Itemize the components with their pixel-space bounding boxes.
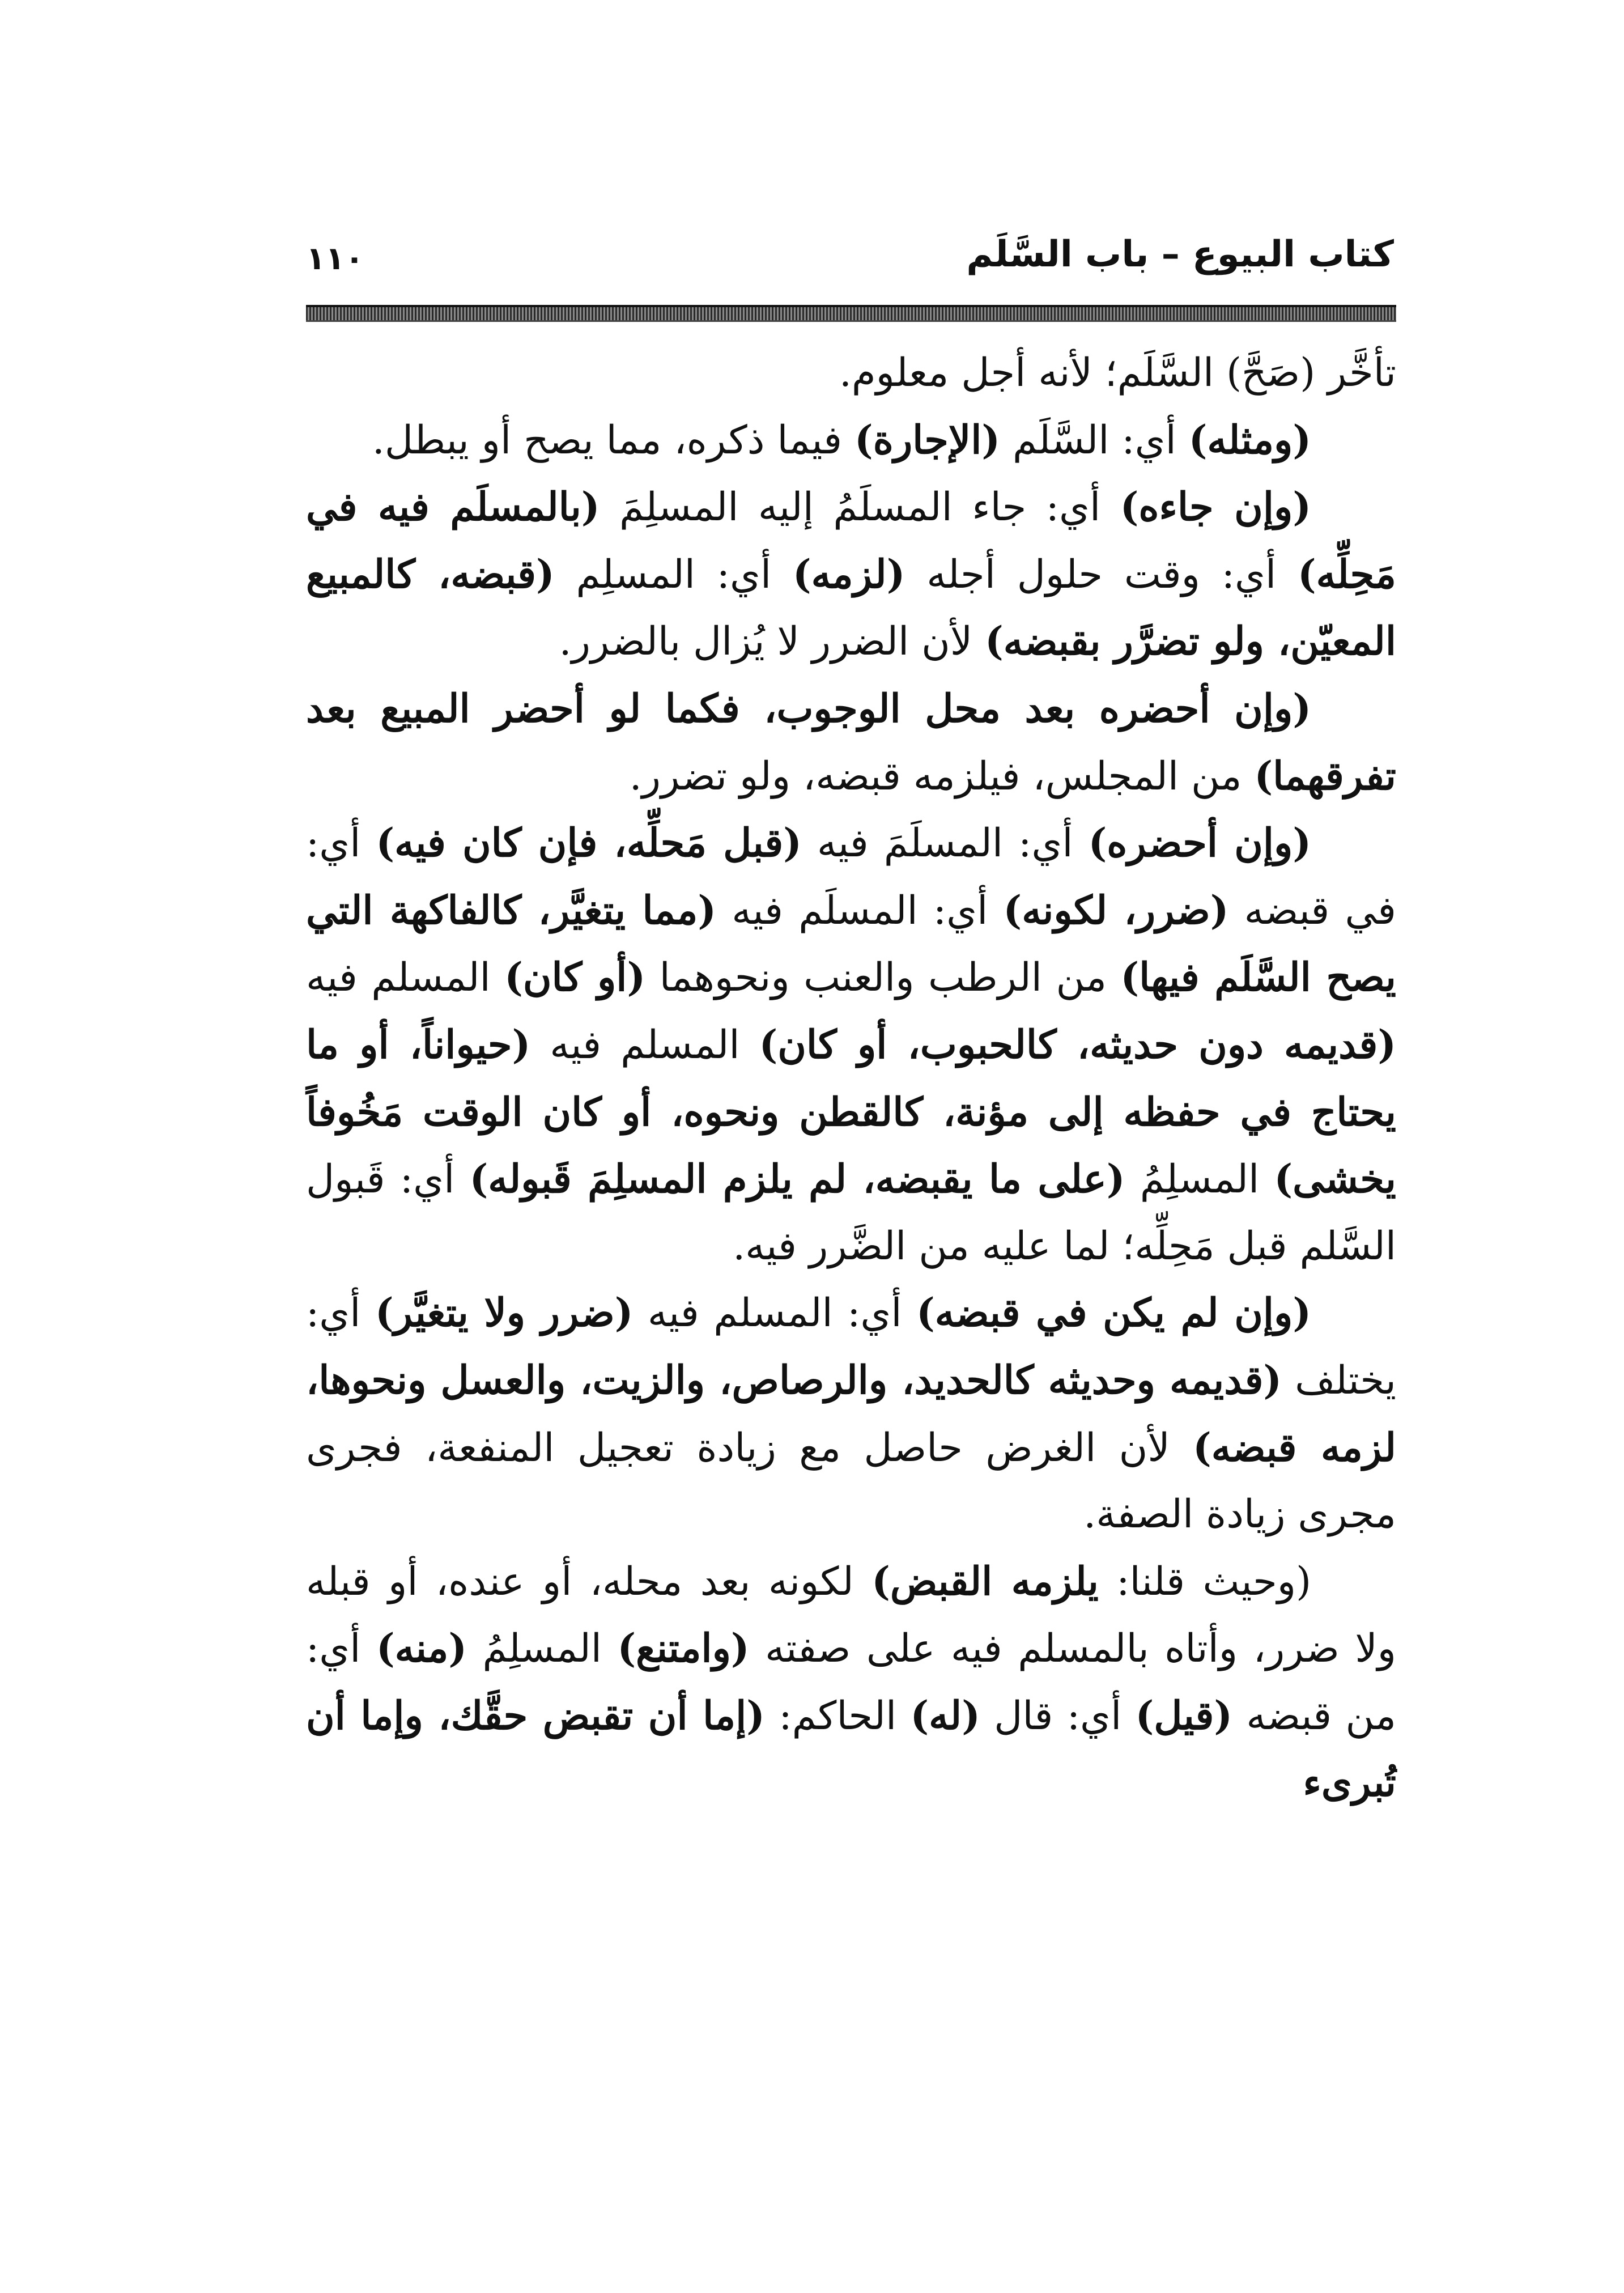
- commentary-text: أي: وقت حلول أجله: [905, 551, 1298, 597]
- matn-text: (وإن جاءه): [1120, 484, 1311, 530]
- matn-text: (بالمسلَم فيه في مَحِلِّه): [306, 484, 1396, 597]
- matn-text: (إما أن تقبض حقَّك، وإما أن تُبرىء: [306, 1692, 1396, 1806]
- commentary-text: أي: المسلَم فيه: [716, 888, 1004, 933]
- commentary-text: الحاكم:: [764, 1693, 911, 1739]
- commentary-text: أي: يختلف: [306, 1290, 1396, 1403]
- matn-text: يلزمه القبض): [871, 1558, 1099, 1604]
- commentary-text: المسلم فيه: [306, 955, 505, 1001]
- paragraph: [306, 1548, 1396, 1817]
- commentary-text: أي: المسلِم: [554, 551, 793, 597]
- paragraph: [306, 810, 1396, 1280]
- matn-text: (له): [910, 1692, 980, 1739]
- matn-text: (قديمه وحديثه كالحديد، والرصاص، والزيت، والعسل ونحوها، لزمه قبضه): [306, 1357, 1396, 1471]
- commentary-text: أي: المسلَمَ فيه: [801, 821, 1089, 867]
- commentary-text: أي: السَّلَم: [1000, 417, 1189, 463]
- matn-text: (وإن أحضره): [1088, 820, 1312, 867]
- commentary-text: المسلِمُ: [467, 1626, 618, 1672]
- commentary-text: السَّلَم؛ لأنه أجل معلوم.: [839, 350, 1227, 396]
- paragraph: [306, 474, 1396, 676]
- matn-text: (قيل): [1135, 1692, 1233, 1739]
- commentary-text: لأن الضرر لا يُزال بالضرر.: [559, 619, 985, 665]
- commentary-text: أي: من قبضه: [306, 1626, 1396, 1739]
- running-title: كتاب البيوع – باب السَّلَم: [966, 233, 1394, 275]
- header-rule: [306, 305, 1396, 322]
- commentary-text: من الرطب والعنب ونحوهما: [645, 955, 1121, 1001]
- paragraph: [306, 407, 1396, 474]
- commentary-text: المسلم فيه: [530, 1022, 759, 1068]
- matn-text: (على ما يقبضه، لم يلزم المسلِمَ قَبوله): [469, 1156, 1125, 1203]
- matn-text: (لزمه): [793, 551, 905, 597]
- body-text: [306, 340, 1396, 1817]
- commentary-text: أي: قَبول السَّلم قبل مَحِلِّه؛ لما عليه من الضَّرر فيه.: [306, 1157, 1396, 1269]
- page-number: ١١٠: [306, 240, 364, 277]
- commentary-text: أي: المسلم فيه: [633, 1290, 917, 1336]
- matn-text: (وإن أحضره بعد محل الوجوب، فكما لو أحضر المبيع بعد تفرقهما): [306, 685, 1396, 799]
- matn-text: (مما يتغيَّر، كالفاكهة التي يصح السَّلَم فيها): [306, 887, 1396, 1001]
- commentary-text: أي: في قبضه: [306, 821, 1396, 933]
- matn-text: (ضرر، لكونه): [1003, 887, 1229, 933]
- matn-text: (ومثله): [1188, 417, 1311, 463]
- commentary-text: لأن الغرض حاصل مع زيادة تعجيل المنفعة، فجرى مجرى زيادة الصفة.: [306, 1425, 1396, 1538]
- commentary-text: تأخَّر: [1315, 350, 1396, 396]
- commentary-text: (صَحَّ): [1226, 350, 1316, 396]
- commentary-text: لكونه بعد محله، أو عنده، أو قبله ولا ضرر، وأتاه بالمسلم فيه على صفته: [306, 1559, 1396, 1672]
- matn-text: (أو كان): [504, 954, 646, 1001]
- page-header: [306, 227, 1394, 289]
- matn-text: (حيواناً، أو ما يحتاج في حفظه إلى مؤنة، كالقطن ونحوه، أو كان الوقت مَخُوفاً يخشى): [306, 1021, 1396, 1203]
- commentary-text: أي: جاء المسلَمُ إليه المسلِمَ: [600, 485, 1120, 530]
- paragraph: [306, 1280, 1396, 1548]
- matn-text: (وامتنع): [617, 1625, 750, 1672]
- matn-text: (قديمه دون حديثه، كالحبوب، أو كان): [759, 1021, 1396, 1068]
- matn-text: (قبل مَحلِّه، فإن كان فيه): [376, 820, 802, 867]
- paragraph: [306, 340, 1396, 407]
- matn-text: (ضرر ولا يتغيَّر): [375, 1290, 634, 1336]
- commentary-text: المسلِمُ: [1125, 1157, 1274, 1203]
- commentary-text: أي: قال: [980, 1693, 1136, 1739]
- matn-text: (منه): [376, 1625, 467, 1672]
- paragraph: [306, 676, 1396, 810]
- matn-text: (وإن لم يكن في قبضه): [916, 1290, 1312, 1336]
- matn-text: (قبضه، كالمبيع المعيّن، ولو تضرَّر بقبضه): [306, 551, 1396, 665]
- commentary-text: فيما ذكره، مما يصح أو يبطل.: [372, 417, 855, 463]
- commentary-text: من المجلس، فيلزمه قبضه، ولو تضرر.: [629, 753, 1255, 799]
- matn-text: (الإجارة): [854, 417, 1001, 463]
- commentary-text: (وحيث قلنا:: [1098, 1559, 1311, 1604]
